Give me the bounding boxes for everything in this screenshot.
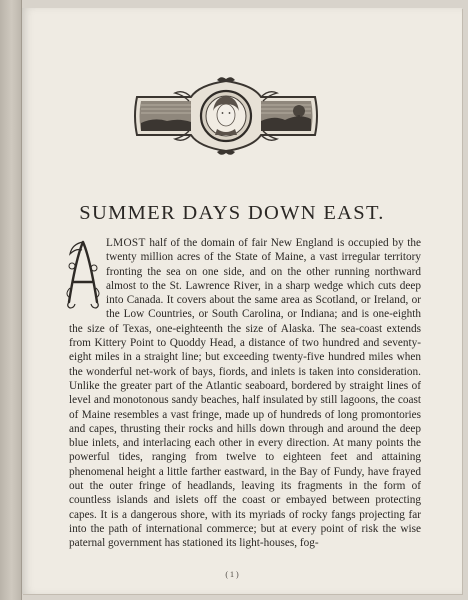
body-text-content: half of the domain of fair New England is occupied by the twenty million acres of the State of Maine, a vast irregular territory fronting the sea on one side, and on the other running northward almost to the St. Lawrence River, in a sharp wedge which cuts deep into Canada. It covers about the same area as Scotland, or Ireland, or the Low Countries, or South Carolina, or Indiana; and is one-eighth the size of Texas, one-eighteenth the size of Alaska. The sea-coast extends from Kittery Point to Quoddy Head, a distance of two hundred and seventy-eight miles in a straight line; but exceeding twenty-five hundred miles when the wonderful net-work of bays, fiords, and inlets is taken into consideration. Unlike the greater part of the Atlantic seaboard, bordered by straight lines of level and monotonous sandy beaches, half insulated by still lagoons, the coast of Maine resembles a vast fringe, made up of hundreds of long promontories and capes, thrusting their rocks and hills down through and around the deep blue inlets, and interlacing each other in every direction. At many points the powerful tides, ranging from twelve to eighteen feet and attaining phenomenal height a little farther eastward, in the Bay of Fundy, have frayed out the outer fringe of headlands, leaving its fragments in the form of countless islands and islets off the coast or embayed between protecting capes. It is a dangerous shore, with its myriads of rocky fangs projecting far into the path of international commerce; but at every point of risk the wise paternal government has stationed its light-houses, fog-: [69, 237, 421, 550]
book-page: [22, 8, 462, 594]
lead-word: LMOST: [106, 237, 146, 249]
page-number: ( 1 ): [225, 570, 239, 579]
ornamental-headpiece: [129, 71, 323, 161]
body-paragraph: [69, 236, 421, 551]
ornamental-drop-cap-a: [66, 238, 100, 310]
book-spine-shadow: [0, 0, 22, 600]
chapter-title: SUMMER DAYS DOWN EAST.: [79, 202, 385, 224]
